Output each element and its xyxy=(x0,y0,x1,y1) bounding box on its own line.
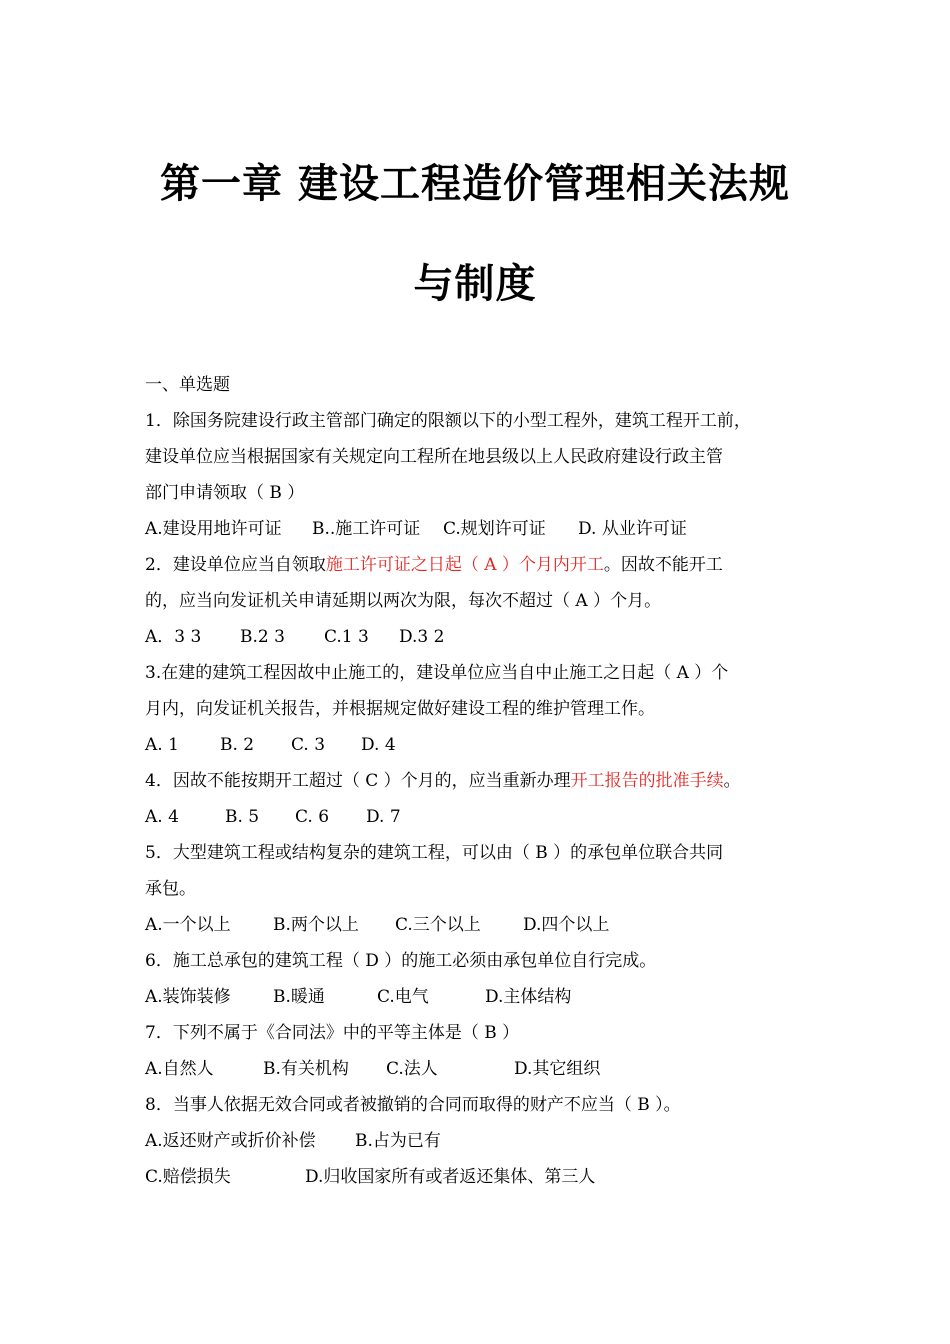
option-d: D.四个以上 xyxy=(523,915,610,935)
question-5-line-2: 承包。 xyxy=(145,879,196,899)
question-1-line-1: 1．除国务院建设行政主管部门确定的限额以下的小型工程外，建筑工程开工前， xyxy=(145,411,751,431)
question-5-line-1: 5．大型建筑工程或结构复杂的建筑工程，可以由（ B ）的承包单位联合共同 xyxy=(145,843,724,863)
option-c: C.赔偿损失 xyxy=(145,1167,231,1187)
option-a: A.一个以上 xyxy=(145,915,231,935)
option-c: C. 6 xyxy=(295,807,330,827)
document-title-line-1: 第一章 建设工程造价管理相关法规 xyxy=(160,161,790,207)
option-b: B.有关机构 xyxy=(263,1059,349,1079)
question-2-highlight: 施工许可证之日起（ A ）个月内开工 xyxy=(325,555,604,575)
option-c: C.三个以上 xyxy=(395,915,481,935)
question-4-line-1 xyxy=(145,768,845,804)
option-d: D.3 2 xyxy=(399,627,445,647)
option-a: A. 4 xyxy=(145,807,179,827)
question-1-options xyxy=(145,516,845,552)
option-b: B.占为已有 xyxy=(355,1131,441,1151)
option-a: A. 1 xyxy=(145,735,179,755)
question-list xyxy=(145,372,845,1200)
option-b: B. 5 xyxy=(225,807,260,827)
question-2-text-post: 。因故不能开工 xyxy=(603,555,723,575)
option-d: D. 7 xyxy=(366,807,401,827)
option-d: D.其它组织 xyxy=(514,1059,601,1079)
question-2-options xyxy=(145,624,845,660)
option-a: A.建设用地许可证 xyxy=(145,519,282,539)
question-4-highlight: 开工报告的批准手续 xyxy=(570,771,724,791)
question-8-options-row-2 xyxy=(145,1164,845,1200)
option-c: C. 3 xyxy=(291,735,326,755)
question-4-text-post: 。 xyxy=(723,771,741,791)
option-b: B.2 3 xyxy=(240,627,285,647)
option-d: D.归收国家所有或者返还集体、第三人 xyxy=(305,1167,596,1187)
option-d: D.主体结构 xyxy=(485,987,572,1007)
option-a: A.自然人 xyxy=(145,1059,214,1079)
section-heading: 一、单选题 xyxy=(145,375,230,395)
option-b: B.两个以上 xyxy=(273,915,359,935)
option-b: B. 2 xyxy=(220,735,255,755)
document-title-line-2: 与制度 xyxy=(413,261,537,307)
question-6-options xyxy=(145,984,845,1020)
question-8-options-row-1 xyxy=(145,1128,845,1164)
option-c: C.法人 xyxy=(386,1059,438,1079)
question-4-options xyxy=(145,804,845,840)
option-a: A.装饰装修 xyxy=(145,987,231,1007)
question-1-line-2: 建设单位应当根据国家有关规定向工程所在地县级以上人民政府建设行政主管 xyxy=(145,447,723,467)
option-b: B..施工许可证 xyxy=(312,519,421,539)
question-1-line-3: 部门申请领取（ B ） xyxy=(145,483,305,503)
question-3-line-2: 月内，向发证机关报告，并根据规定做好建设工程的维护管理工作。 xyxy=(145,699,655,719)
option-d: D. 4 xyxy=(361,735,396,755)
question-3-options xyxy=(145,732,845,768)
question-2-line-2: 的，应当向发证机关申请延期以两次为限，每次不超过（ A ）个月。 xyxy=(145,591,662,611)
option-a: A．3 3 xyxy=(145,627,202,647)
question-2-line-1 xyxy=(145,552,845,588)
question-8-line-1: 8．当事人依据无效合同或者被撤销的合同而取得的财产不应当（ B ）。 xyxy=(145,1095,681,1115)
option-c: C.1 3 xyxy=(324,627,369,647)
option-c: C.规划许可证 xyxy=(443,519,546,539)
question-7-options xyxy=(145,1056,845,1092)
option-b: B.暖通 xyxy=(273,987,325,1007)
question-5-options xyxy=(145,912,845,948)
question-7-line-1: 7．下列不属于《合同法》中的平等主体是（ B ） xyxy=(145,1023,520,1043)
question-6-line-1: 6．施工总承包的建筑工程（ D ）的施工必须由承包单位自行完成。 xyxy=(145,951,657,971)
question-2-text-pre: 2．建设单位应当自领取 xyxy=(145,555,326,575)
question-4-text-pre: 4．因故不能按期开工超过（ C ）个月的，应当重新办理 xyxy=(145,771,571,791)
option-c: C.电气 xyxy=(377,987,429,1007)
option-d: D. 从业许可证 xyxy=(578,519,687,539)
question-3-line-1: 3.在建的建筑工程因故中止施工的，建设单位应当自中止施工之日起（ A ）个 xyxy=(145,663,729,683)
option-a: A.返还财产或折价补偿 xyxy=(145,1131,316,1151)
